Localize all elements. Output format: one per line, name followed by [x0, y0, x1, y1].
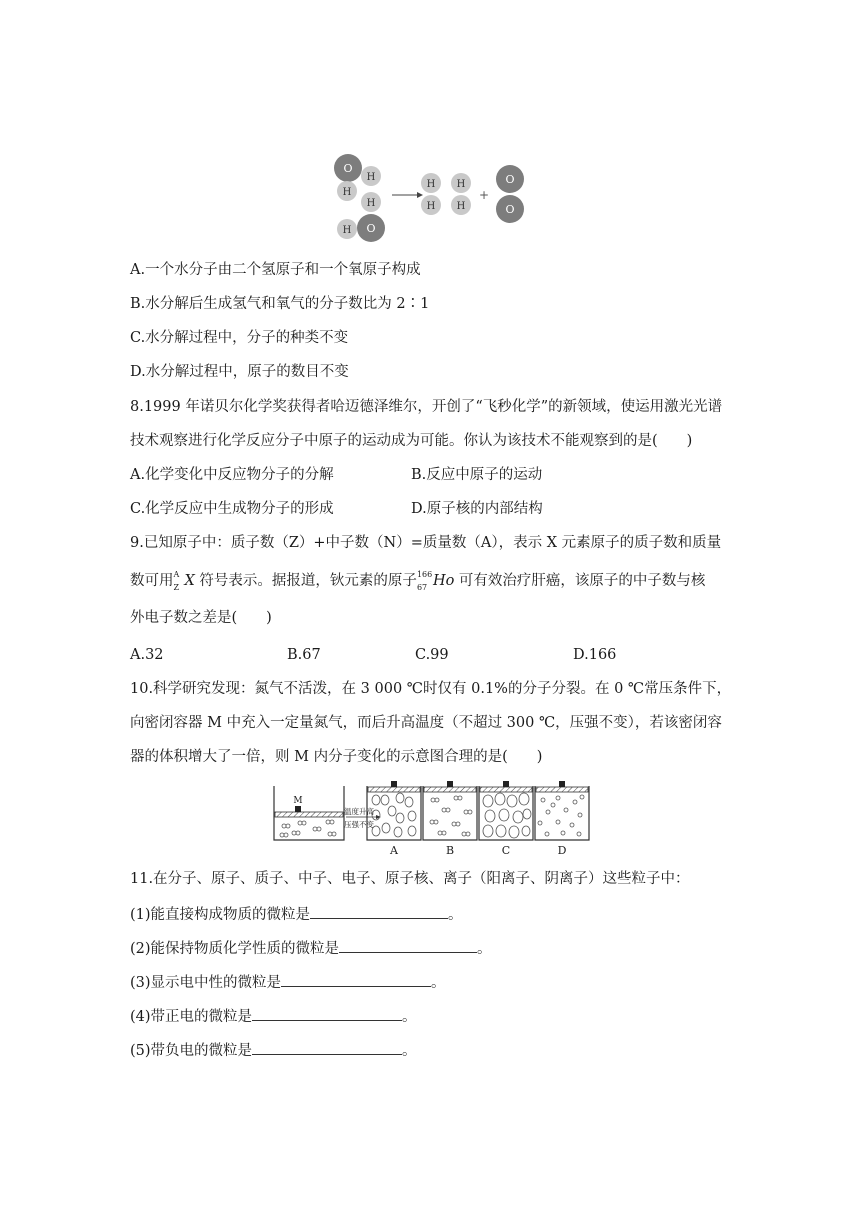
q7-option-a: A.一个水分子由二个氢原子和一个氧原子构成 — [130, 262, 421, 278]
container-m-label: M — [293, 796, 303, 806]
q8-option-c: C.化学反应中生成物分子的形成 — [130, 501, 334, 517]
condition-arrow — [344, 806, 381, 829]
q11-item-1-text: (1)能直接构成物质的微粒是 — [130, 907, 311, 923]
period: 。 — [448, 907, 463, 923]
q9-option-c: C.99 — [415, 647, 449, 663]
q11-item-3-text: (3)显示电中性的微粒是 — [130, 975, 282, 991]
q11-item-2-text: (2)能保持物质化学性质的微粒是 — [130, 941, 340, 957]
arrow-text-temperature: 温度升高 — [344, 807, 374, 816]
q9-option-d: D.166 — [573, 647, 617, 663]
answer-blank-1[interactable] — [310, 903, 448, 919]
container-option-d — [535, 781, 589, 857]
q7-option-c: C.水分解过程中，分子的种类不变 — [130, 330, 349, 346]
q11-item-5 — [130, 1039, 417, 1061]
hydrogen-label: H — [342, 225, 352, 236]
q11-item-5-text: (5)带负电的微粒是 — [130, 1043, 253, 1059]
q11-item-1 — [130, 903, 463, 925]
reaction-arrow — [392, 192, 423, 198]
mass-number: 166 — [416, 570, 433, 579]
q11-item-2 — [130, 937, 492, 959]
q9-option-b: B.67 — [287, 647, 321, 663]
arrow-text-pressure: 压强不变 — [344, 820, 374, 829]
hydrogen-label: H — [366, 172, 376, 183]
q9-option-a: A.32 — [130, 647, 164, 663]
q7-option-d: D.水分解过程中，原子的数目不变 — [130, 364, 349, 380]
period: 。 — [431, 975, 446, 991]
hydrogen-label: H — [426, 179, 436, 190]
q8-option-d: D.原子核的内部结构 — [411, 501, 543, 517]
option-b-label: B — [445, 844, 455, 857]
q9-stem-line-1: 9.已知原子中：质子数（Z）+中子数（N）=质量数（A），表示 X 元素原子的质子数和质量 — [130, 535, 722, 551]
q10-stem-line-2: 向密闭容器 M 中充入一定量氮气，而后升高温度（不超过 300 ℃，压强不变），若该密闭容 — [130, 715, 722, 731]
q9-text-part-2: 符号表示。据报道，钬元素的原子 — [194, 573, 417, 589]
proton-number: Z — [173, 583, 180, 592]
option-a-label: A — [390, 844, 398, 857]
container-option-b — [423, 781, 477, 857]
container-option-a — [367, 781, 421, 857]
oxygen-label: O — [343, 162, 353, 175]
isotope-notation-ho — [417, 571, 454, 591]
hydrogen-label: H — [456, 179, 466, 190]
q11-item-3 — [130, 971, 446, 993]
water-decomposition-diagram — [325, 148, 535, 248]
q11-item-4 — [130, 1005, 417, 1027]
oxygen-label: O — [366, 222, 376, 235]
q8-option-a: A.化学变化中反应物分子的分解 — [130, 467, 334, 483]
q11-item-4-text: (4)带正电的微粒是 — [130, 1009, 253, 1025]
answer-blank-2[interactable] — [339, 937, 477, 953]
mass-number: A — [173, 570, 180, 579]
proton-number: 67 — [416, 583, 428, 592]
element-symbol: X — [184, 573, 195, 589]
period: 。 — [402, 1043, 417, 1059]
container-m — [274, 786, 344, 840]
hydrogen-label: H — [426, 201, 436, 212]
answer-blank-4[interactable] — [252, 1005, 402, 1021]
oxygen-molecule — [496, 165, 524, 223]
option-c-label: C — [501, 844, 511, 857]
oxygen-label: O — [505, 203, 515, 216]
q9-text-part-1: 数可用 — [130, 573, 174, 589]
plus-sign: + — [478, 188, 490, 202]
nitrogen-molecules — [280, 820, 336, 837]
q10-stem-line-1: 10.科学研究发现：氮气不活泼，在 3 000 ℃时仅有 0.1%的分子分裂。在 0 ℃常压条件下， — [130, 681, 732, 697]
period: 。 — [477, 941, 492, 957]
isotope-notation-x — [174, 571, 195, 591]
q7-option-b: B.水分解后生成氢气和氧气的分子数比为 2∶1 — [130, 296, 430, 312]
q11-stem: 11.在分子、原子、质子、中子、电子、原子核、离子（阳离子、阴离子）这些粒子中： — [130, 871, 690, 887]
hydrogen-label: H — [342, 187, 352, 198]
container-option-c — [479, 781, 533, 857]
q8-stem-line-1: 8.1999 年诺贝尔化学奖获得者哈迈德泽维尔，开创了“飞秒化学”的新领域，使运用激光光谱 — [130, 399, 723, 415]
option-d-label: D — [557, 844, 567, 857]
element-symbol: Ho — [432, 573, 455, 589]
q9-stem-line-3: 外电子数之差是( ) — [130, 610, 272, 626]
q10-stem-line-3: 器的体积增大了一倍，则 M 内分子变化的示意图合理的是( ) — [130, 749, 543, 765]
period: 。 — [402, 1009, 417, 1025]
hydrogen-molecules — [421, 173, 471, 215]
q9-stem-line-2 — [130, 571, 705, 591]
q8-option-b: B.反应中原子的运动 — [411, 467, 543, 483]
q8-stem-line-2: 技术观察进行化学反应分子中原子的运动成为可能。你认为该技术不能观察到的是( ) — [130, 433, 693, 449]
hydrogen-label: H — [456, 201, 466, 212]
nitrogen-container-diagram — [270, 778, 590, 860]
oxygen-label: O — [505, 173, 515, 186]
q9-text-part-3: 可有效治疗肝癌，该原子的中子数与核 — [454, 573, 706, 589]
answer-blank-3[interactable] — [281, 971, 431, 987]
answer-blank-5[interactable] — [252, 1039, 402, 1055]
hydrogen-label: H — [366, 198, 376, 209]
